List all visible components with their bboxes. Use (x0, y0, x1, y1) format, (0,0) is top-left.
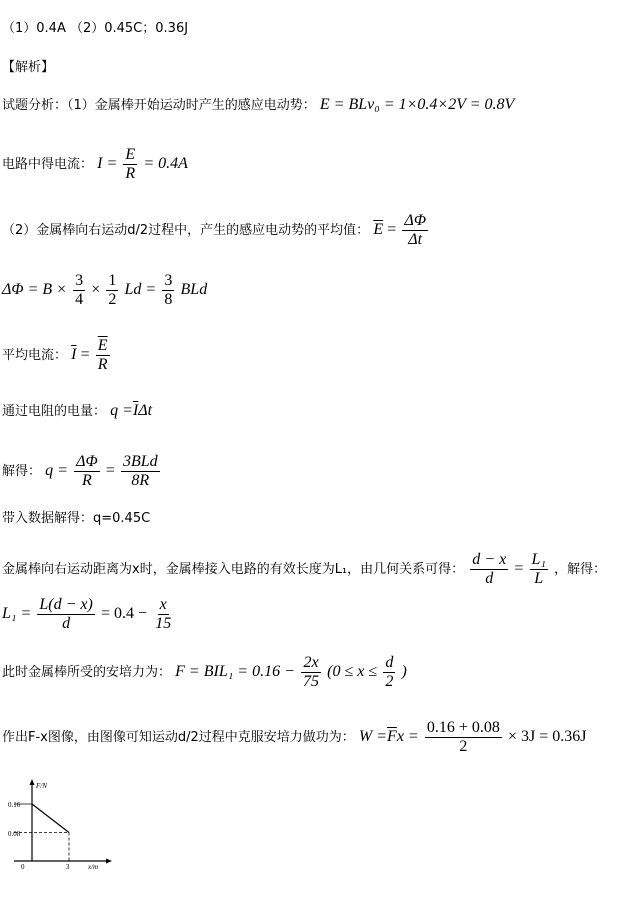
y-axis-arrow (30, 779, 35, 785)
force-frac-2 (383, 654, 395, 691)
force-f2-num: d (385, 654, 394, 671)
current-fraction (123, 146, 137, 183)
avg-emf-eq: = (387, 221, 397, 238)
force-f1-den: 75 (303, 673, 320, 690)
l1-f1-den: d (62, 615, 71, 632)
line-charge (2, 402, 152, 421)
geom-f2-num: L₁ (531, 551, 546, 568)
line-work-text: 作出F-x图像，由图像可知运动d/2过程中克服安培力做功为： (2, 730, 355, 745)
flux-lhs: ΔΦ = B × (2, 281, 67, 298)
l1-f1-num: L(d − x) (39, 596, 93, 613)
geom-f1-num: d − x (472, 551, 507, 568)
flux-times: × (91, 281, 101, 298)
flux-frac-1 (73, 272, 85, 309)
y-axis-label: F/N (36, 782, 47, 790)
force-cond: (0 ≤ x ≤ (327, 663, 378, 680)
avg-current-eq: = (80, 346, 90, 363)
charge-lhs: q = (110, 402, 133, 419)
avg-emf-fraction (402, 212, 428, 249)
solve-q-f1-den: R (81, 472, 92, 489)
work-x: x = (396, 728, 419, 745)
flux-f2-den: 2 (108, 291, 117, 308)
avg-current-num: $\overline{E}$ (97, 337, 108, 354)
line-force-text: 此时金属棒所受的安培力为： (2, 665, 172, 680)
line-current-text: 电路中得电流： (2, 157, 94, 172)
charge-i-bar: $\overline{I}$ (132, 402, 139, 419)
work-den: 2 (459, 738, 468, 755)
answer-line: （1）0.4A （2）0.45C；0.36J (2, 21, 189, 36)
current-num: E (125, 146, 136, 163)
line-current (2, 146, 188, 183)
work-rhs: × 3J = 0.36J (508, 728, 587, 745)
flux-f3-den: 8 (164, 291, 173, 308)
l1-mid: = 0.4 − (101, 605, 148, 622)
avg-current-den: R (97, 356, 108, 373)
force-displacement-chart (0, 775, 120, 870)
line-avg-current (2, 337, 112, 374)
x-tick-label: 3 (66, 863, 70, 870)
force-f1-num: 2x (303, 654, 319, 671)
line-emf-text: 试题分析：（1）金属棒开始运动时产生的感应电动势： (2, 98, 316, 113)
work-lhs: W = (358, 728, 388, 745)
solve-q-lhs: q = (45, 462, 68, 479)
line-q-result: 带入数据解得：q=0.45C (2, 511, 151, 526)
line-emf (2, 96, 514, 115)
line-avg-emf-text: （2）金属棒向右运动d/2过程中，产生的感应电动势的平均值： (2, 223, 370, 238)
line-l1 (2, 596, 175, 633)
solve-q-f1-num: ΔΦ (76, 453, 98, 470)
current-lhs: I = (97, 155, 118, 172)
flux-frac-3 (162, 272, 174, 309)
geom-eq: = (514, 560, 524, 577)
x-axis-label: x/m (88, 863, 99, 870)
flux-f2-num: 1 (108, 272, 117, 289)
current-rhs: = 0.4A (143, 155, 188, 172)
line-geometry-text: 金属棒向右运动距离为x时，金属棒接入电路的有效长度为L₁，由几何关系可得： (2, 562, 465, 577)
work-fraction (425, 719, 502, 756)
avg-current-fraction (96, 337, 110, 374)
geom-f2-den: L (534, 570, 544, 587)
force-close: ) (401, 663, 407, 680)
y-tick-label: 0.16 (8, 801, 21, 809)
avg-emf-den: Δt (408, 231, 423, 248)
solve-q-eq: = (105, 462, 115, 479)
force-lhs: F = BIL₁ = 0.16 − (175, 663, 295, 680)
flux-f1-den: 4 (75, 291, 84, 308)
force-frac-1 (301, 654, 321, 691)
work-num: 0.16 + 0.08 (426, 719, 500, 736)
x-axis-arrow (106, 859, 112, 864)
line-force (2, 654, 407, 691)
work-f-bar: $\overline{F}$ (387, 728, 397, 745)
line-avg-emf (2, 212, 430, 249)
force-line (32, 804, 69, 833)
line-solve-q (2, 453, 162, 490)
l1-f2-num: x (159, 596, 167, 613)
line-avg-current-text: 平均电流： (2, 348, 68, 363)
line-geometry (2, 551, 606, 588)
avg-current-lhs: $\overline{I}$ (71, 346, 77, 363)
l1-lhs: L₁ = (2, 605, 32, 622)
force-f2-den: 2 (385, 673, 394, 690)
l1-frac-1 (37, 596, 94, 633)
flux-rhs: BLd (180, 281, 208, 298)
avg-emf-lhs: $\overline{E}$ (373, 221, 384, 238)
solve-q-frac-2 (121, 453, 160, 490)
solve-q-frac-1 (74, 453, 100, 490)
avg-emf-num: ΔΦ (404, 212, 426, 229)
geom-suffix: ，解得： (554, 562, 607, 577)
x-tick-label: 0 (21, 863, 25, 870)
line-charge-text: 通过电阻的电量： (2, 404, 107, 419)
charge-rhs: Δt (138, 402, 153, 419)
l1-frac-2 (153, 596, 173, 633)
analysis-title: 【解析】 (2, 60, 55, 75)
emf-equation: E = BLv₀ = 1×0.4×2V = 0.8V (319, 96, 515, 113)
line-solve-q-text: 解得： (2, 464, 42, 479)
flux-frac-2 (106, 272, 118, 309)
solve-q-f2-den: 8R (131, 472, 150, 489)
solve-q-f2-num: 3BLd (122, 453, 158, 470)
line-work (2, 719, 587, 756)
flux-mid: Ld = (124, 281, 157, 298)
y-tick-label: 0.08 (8, 830, 21, 838)
geom-f1-den: d (485, 570, 494, 587)
geom-frac-2 (530, 551, 548, 588)
current-den: R (125, 165, 136, 182)
line-flux (2, 272, 207, 309)
flux-f1-num: 3 (75, 272, 84, 289)
geom-frac-1 (470, 551, 508, 588)
l1-f2-den: 15 (155, 615, 172, 632)
flux-f3-num: 3 (164, 272, 173, 289)
